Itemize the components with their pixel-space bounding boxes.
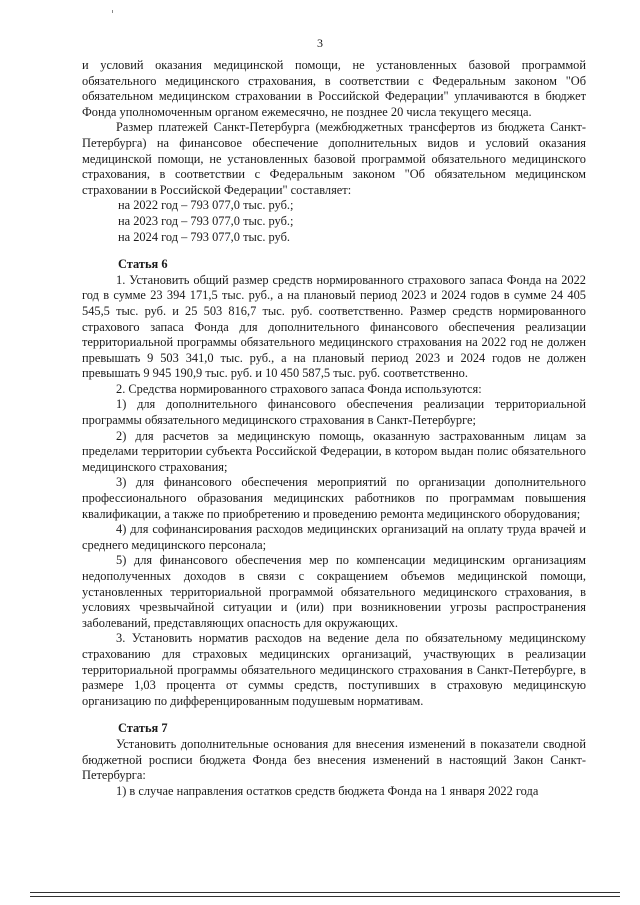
list-item: 1) для дополнительного финансового обеспечения реализации территориальной программы обязательного медицинского страхования в Санкт-Петербурге;	[82, 397, 586, 428]
paragraph: 2. Средства нормированного страхового запаса Фонда используются:	[116, 381, 482, 396]
list-item: 5) для финансового обеспечения мер по компенсации медицинским организациям недополученных доходов в связи с сокращением объемов медицинской помощи, установленных территориальной программой обязательного медицинского страхования, в условиях чрезвычайной ситуации и (или) при возникновении угрозы распространения заболеваний, представляющих опасность для окружающих.	[82, 553, 586, 630]
amount-line-2022: на 2022 год – 793 077,0 тыс. руб.;	[118, 198, 294, 213]
paragraph: 3. Установить норматив расходов на ведение дела по обязательному медицинскому страхованию для страховых медицинских организаций, участвующих в реализации территориальной программы обязательного медицинского страхования в Санкт-Петербурге, в размере 1,03 процента от суммы средств, поступивших в страховую медицинскую организацию по дифференцированным подушевым нормативам.	[82, 631, 586, 708]
article-6-heading: Статья 6	[118, 257, 168, 272]
amount-line-2023: на 2023 год – 793 077,0 тыс. руб.;	[118, 213, 294, 228]
list-item: 4) для софинансирования расходов медицинских организаций на оплату труда врачей и среднего медицинского персонала;	[82, 522, 586, 552]
list-item: 1) в случае направления остатков средств бюджета Фонда на 1 января 2022 года	[116, 783, 539, 798]
list-item: 3) для финансового обеспечения мероприятий по организации дополнительного профессионального образования медицинских работников по программам повышения квалификации, а также по приобретению и проведению ремонта медицинского оборудования;	[82, 475, 586, 521]
list-item: 2) для расчетов за медицинскую помощь, оказанную застрахованным лицам за пределами территории субъекта Российской Федерации, в котором выдан полис обязательного медицинского страхования;	[82, 428, 586, 474]
scan-mark	[112, 10, 113, 13]
paragraph: Установить дополнительные основания для внесения изменений в показатели сводной бюджетной росписи бюджета Фонда без внесения изменений в настоящий Закон Санкт-Петербурга:	[82, 736, 586, 783]
paragraph: 1. Установить общий размер средств нормированного страхового запаса Фонда на 2022 год в сумме 23 394 171,5 тыс. руб., а на плановый период 2023 и 2024 годов в сумме 24 405 545,5 тыс. руб. и 25 503 816,7 тыс. руб. соответственно. Размер средств нормированного страхового запаса Фонда для дополнительного финансового обеспечения реализации территориальной программы обязательного медицинского страхования на 2022 год не должен превышать 9 503 341,0 тыс. руб., а на плановый период 2023 и 2024 годов не должен превышать 9 945 190,9 тыс. руб. и 10 450 587,5 тыс. руб. соответственно.	[82, 272, 586, 381]
bottom-rule	[30, 892, 620, 893]
bottom-rule	[30, 896, 620, 897]
amount-line-2024: на 2024 год – 793 077,0 тыс. руб.	[118, 229, 290, 244]
document-body	[82, 58, 586, 799]
paragraph: и условий оказания медицинской помощи, не установленных базовой программой обязательного медицинского страхования, в соответствии с Федеральным законом "Об обязательном медицинском страховании в Российской Федерации" уплачиваются в бюджет Фонда уполномоченным органом ежемесячно, не позднее 20 числа текущего месяца.	[82, 58, 586, 119]
page-number: 3	[317, 36, 323, 50]
paragraph: Размер платежей Санкт-Петербурга (межбюджетных трансфертов из бюджета Санкт-Петербурга) на финансовое обеспечение дополнительных видов и условий оказания медицинской помощи, не установленных базовой программой обязательного медицинского страхования, в соответствии с Федеральным законом "Об обязательном медицинском страховании в Российской Федерации" составляет:	[82, 120, 586, 197]
article-7-heading: Статья 7	[118, 721, 168, 736]
